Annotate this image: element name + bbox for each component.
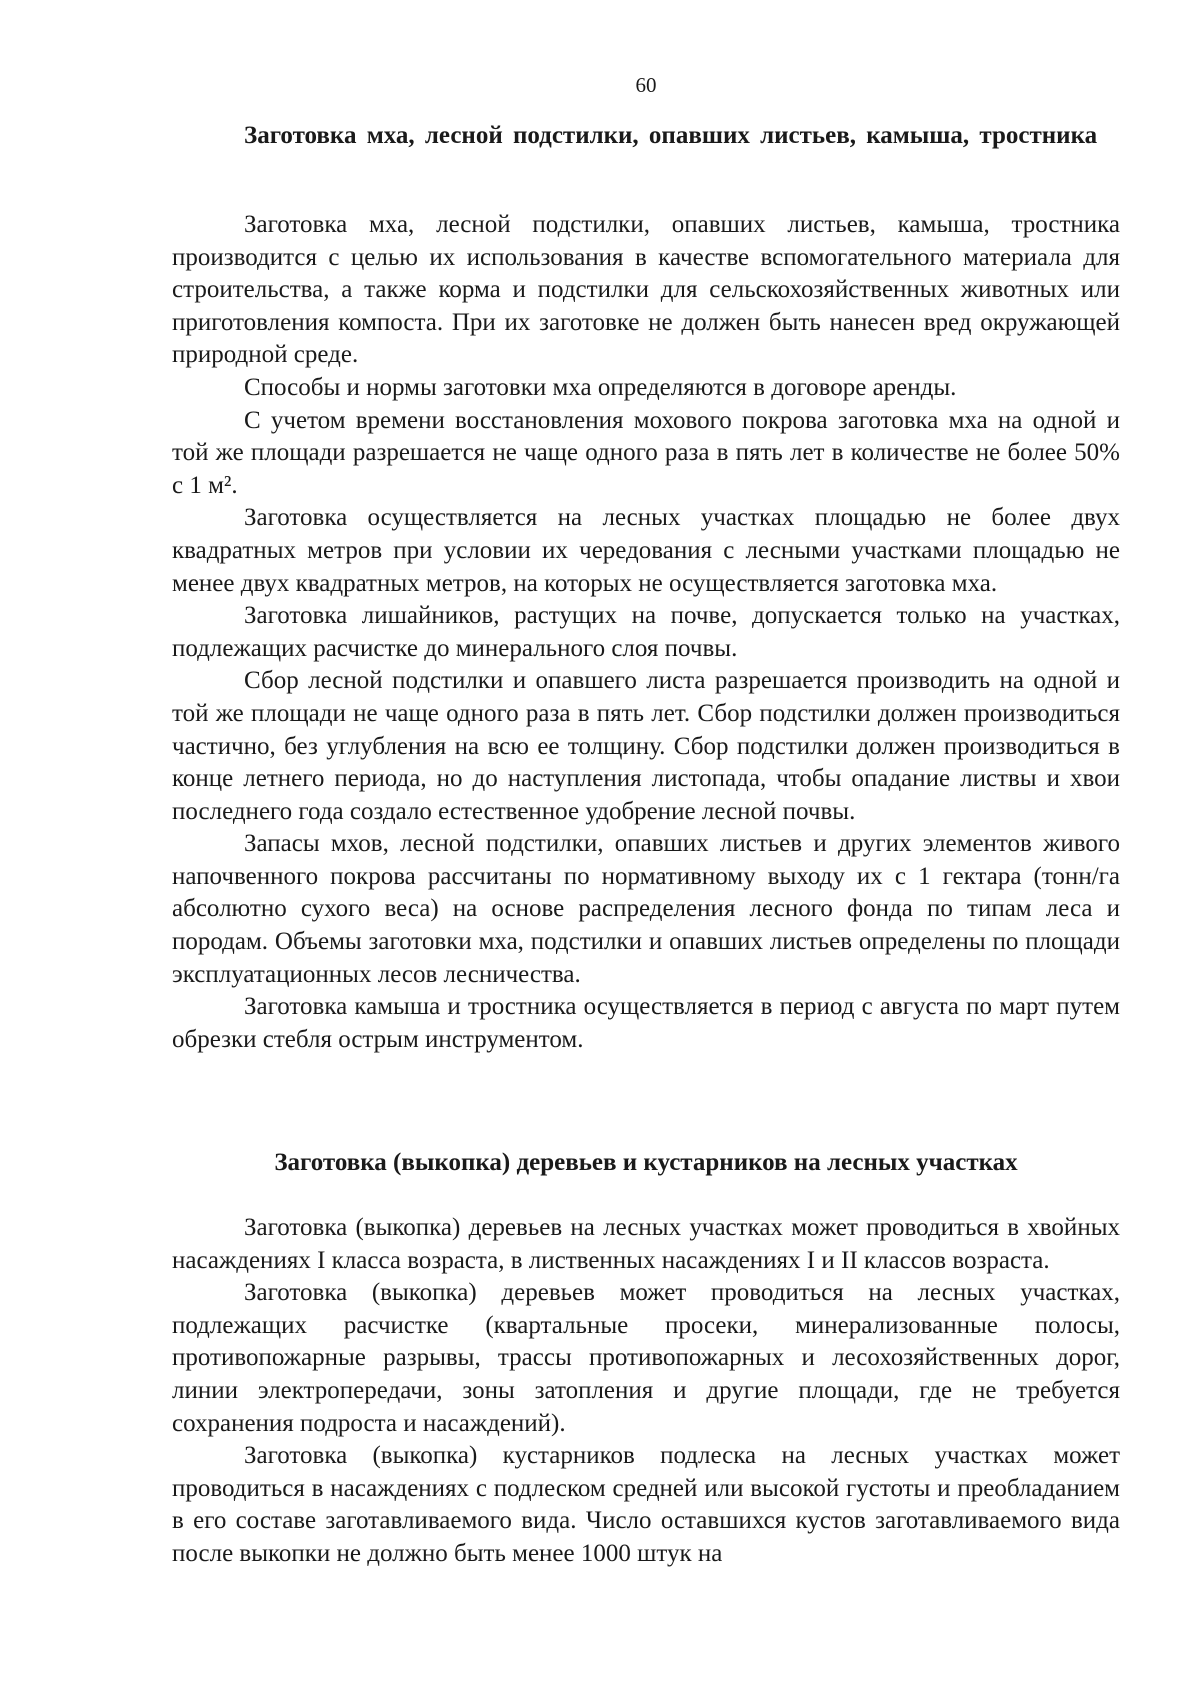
paragraph: Сбор лесной подстилки и опавшего листа разрешается производить на одной и той же площади не чаще одного раза в пять лет. Сбор подстилки должен производиться частично, без углубления на всю ее толщину. Сбор подстилки должен производиться в конце летнего периода, но до наступления листопада, чтобы опадание листвы и хвои последнего года создало естественное удобрение лесной почвы. xyxy=(172,667,1120,825)
section-body xyxy=(172,209,1120,1056)
paragraph: Заготовка камыша и тростника осуществляется в период с августа по март путем обрезки стебля острым инструментом. xyxy=(172,993,1120,1053)
paragraph: Заготовка лишайников, растущих на почве, допускается только на участках, подлежащих расчистке до минерального слоя почвы. xyxy=(172,602,1120,662)
page-number: 60 xyxy=(635,73,657,97)
paragraph: Заготовка мха, лесной подстилки, опавших листьев, камыша, тростника производится с целью их использования в качестве вспомогательного материала для строительства, а также корма и подстилки для сельскохозяйственных животных или приготовления компоста. При их заготовке не должен быть нанесен вред окружающей природной среде. xyxy=(172,211,1120,369)
paragraph: Заготовка (выкопка) деревьев может проводиться на лесных участках, подлежащих расчистке (квартальные просеки, минерализованные полосы, противопожарные разрывы, трассы противопожарных и лесохозяйственных дорог, линии электропередачи, зоны затопления и другие площади, где не требуется сохранения подроста и насаждений). xyxy=(172,1279,1120,1437)
paragraph: Заготовка осуществляется на лесных участках площадью не более двух квадратных метров при условии их чередования с лесными участками площадью не менее двух квадратных метров, на которых не осуществляется заготовка мха. xyxy=(172,504,1120,597)
section-title: Заготовка мха, лесной подстилки, опавших листьев, камыша, тростника xyxy=(244,122,1098,149)
paragraph: С учетом времени восстановления мохового покрова заготовка мха на одной и той же площади разрешается не чаще одного раза в пять лет в количестве не более 50% с 1 м². xyxy=(172,406,1120,499)
paragraph: Запасы мхов, лесной подстилки, опавших листьев и других элементов живого напочвенного покрова рассчитаны по нормативному выходу их с 1 гектара (тонн/га абсолютно сухого веса) на основе распределения лесного фонда по типам леса и породам. Объемы заготовки мха, подстилки и опавших листьев определены по площади эксплуатационных лесов лесничества. xyxy=(172,830,1120,988)
paragraph: Заготовка (выкопка) деревьев на лесных участках может проводиться в хвойных насаждениях I класса возраста, в лиственных насаждениях I и II классов возраста. xyxy=(172,1214,1120,1274)
paragraph: Способы и нормы заготовки мха определяются в договоре аренды. xyxy=(244,373,957,401)
section-body xyxy=(172,1212,1120,1571)
section-title: Заготовка (выкопка) деревьев и кустарников на лесных участках xyxy=(274,1149,1018,1176)
paragraph: Заготовка (выкопка) кустарников подлеска на лесных участках может проводиться в насаждениях с подлеском средней или высокой густоты и преобладанием в его составе заготавливаемого вида. Число оставшихся кустов заготавливаемого вида после выкопки не должно быть менее 1000 штук на xyxy=(172,1442,1120,1567)
